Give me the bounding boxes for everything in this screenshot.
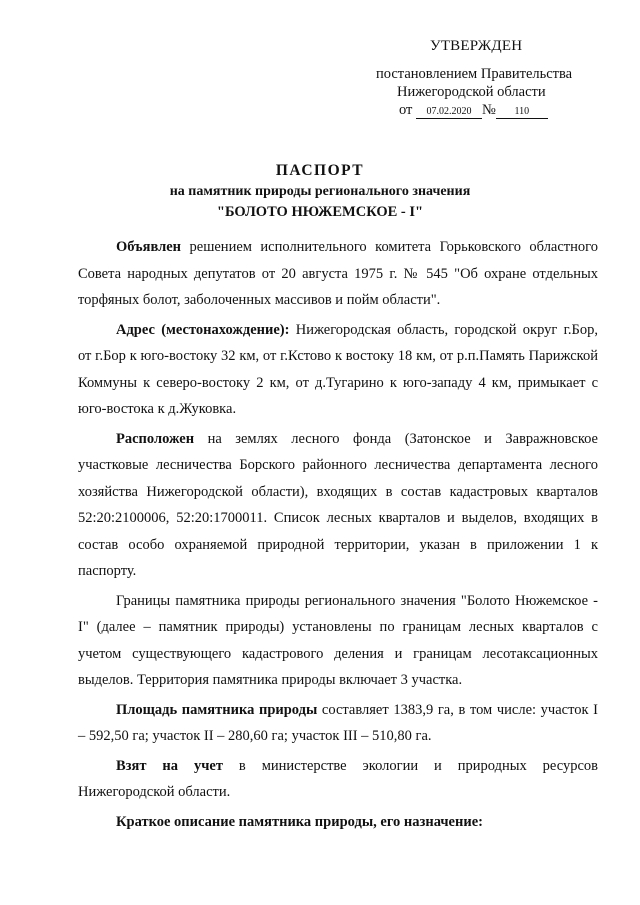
passport-object-name: "БОЛОТО НЮЖЕМСКОЕ - I" — [216, 204, 424, 220]
approval-line-1: постановлением Правительства — [376, 66, 573, 82]
approval-date-line — [399, 102, 548, 119]
approval-from-label: от — [399, 102, 413, 118]
approval-line-2: Нижегородской области — [397, 84, 546, 100]
paragraph-description-heading — [78, 809, 598, 836]
passport-header — [0, 160, 640, 222]
paragraph-text: в министерстве экологии и природных ресурсов Нижегородской области. — [78, 757, 599, 800]
paragraph-text: Нижегородская область, городской округ г.Бор, от г.Бор к юго-востоку 32 км, от г.Кстово к востоку 18 км, от р.п.Память Парижской Коммуны к северо-востоку 2 км, от д.Тугарино к юго-западу 4 км, примыкает с юго-востока к д.Жуковка. — [78, 321, 599, 417]
paragraph-text: решением исполнительного комитета Горьковского областного Совета народных депутатов от 20 августа 1975 г. № 545 "Об охране отдельных торфяных болот, заболоченных массивов и пойм области". — [78, 239, 598, 308]
paragraph-declared — [78, 234, 598, 314]
passport-body — [78, 234, 598, 838]
paragraph-address — [78, 317, 598, 423]
approval-date: 07.02.2020 — [416, 105, 482, 119]
passport-subtitle: на памятник природы регионального значения — [169, 184, 471, 199]
approval-title: УТВЕРЖДЕН — [430, 38, 523, 54]
paragraph-location — [78, 426, 598, 585]
paragraph-lead: Объявлен — [116, 239, 182, 255]
paragraph-area — [78, 697, 598, 750]
paragraph-lead: Площадь памятника природы — [116, 701, 318, 718]
paragraph-text: Границы памятника природы регионального значения "Болото Нюжемское - I" (далее – памятник природы) установлены по границам лесных кварталов с учетом существующего кадастрового деления и границам лесотаксационных выделов. Территория памятника природы включает 3 участка. — [78, 592, 598, 688]
paragraph-lead: Краткое описание памятника природы, его назначение: — [116, 813, 483, 830]
paragraph-lead: Расположен — [116, 430, 195, 447]
paragraph-text: составляет 1383,9 га, в том числе: участок I – 592,50 га; участок II – 280,60 га; участок III – 510,80 га. — [78, 701, 598, 744]
approval-number-sign: № — [482, 102, 496, 118]
paragraph-text: на землях лесного фонда (Затонское и Завражновское участковые лесничества Борского районного лесничества департамента лесного хозяйства Нижегородской области), входящих в состав кадастровых кварталов 52:20:2100006, 52:20:1700011. Список лесных кварталов и выделов, входящих в состав особо охраняемой природной территории, указан в приложении 1 к паспорту. — [78, 430, 598, 579]
paragraph-lead: Адрес (местонахождение): — [116, 321, 290, 338]
paragraph-registered — [78, 753, 598, 806]
passport-title: ПАСПОРТ — [275, 162, 365, 179]
paragraph-boundaries — [78, 588, 598, 694]
approval-number: 110 — [496, 105, 548, 119]
paragraph-lead: Взят на учет — [116, 757, 223, 774]
